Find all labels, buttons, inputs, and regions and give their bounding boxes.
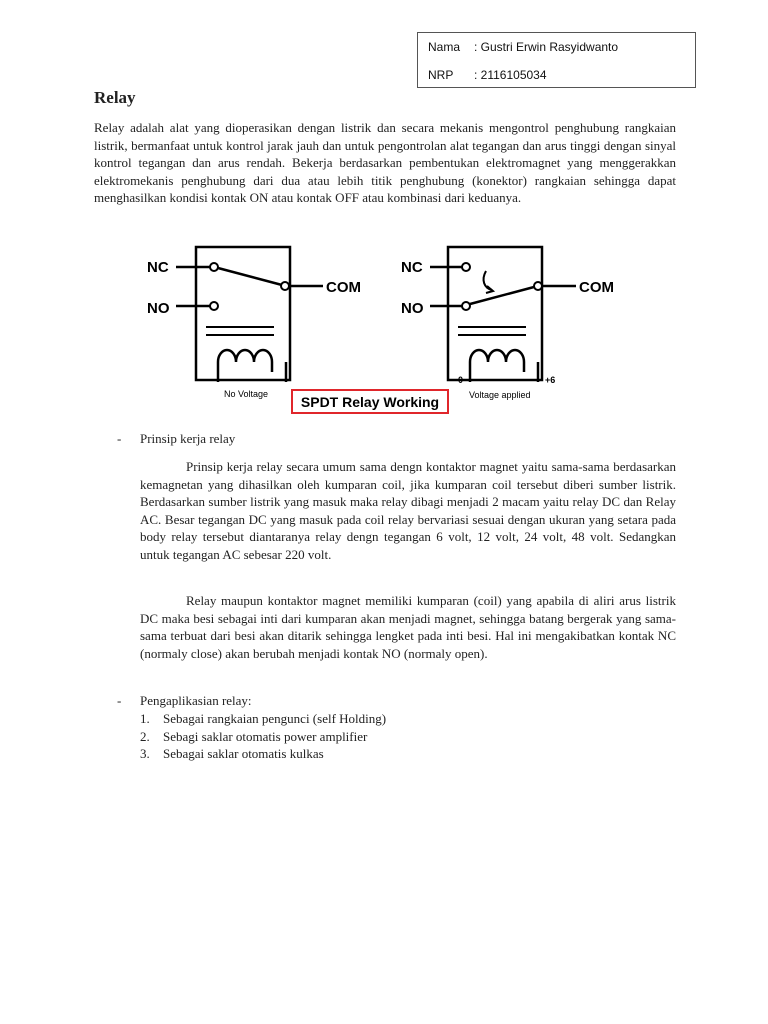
intro-paragraph: Relay adalah alat yang dioperasikan dengan listrik dan secara mekanis mengontrol penghubung rangkaian listrik, bermanfaat untuk kontrol jarak jauh dan untuk pengontrolan alat tegangan dan arus tinggi dengan sinyal kontrol tegangan dan arus rendah. Bekerja berdasarkan pembentukan elektromagnet yang menggerakkan elektromekanis penghubung dari dua atau lebih titik penghubung (konektor) rangkaian sehingga dapat menghasilkan kondisi kontak ON atau kontak OFF atau kombinasi dari keduanya. (94, 120, 676, 206)
page-title: Relay (94, 88, 136, 107)
name-label: Nama (428, 40, 461, 54)
figure-title: SPDT Relay Working (300, 394, 440, 410)
right-com-label: COM (579, 279, 614, 296)
section-heading-text: Pengaplikasian relay: (140, 693, 252, 708)
application-list (140, 710, 386, 763)
right-caption: Voltage applied (469, 390, 531, 400)
prinsip-paragraph-2: Relay maupun kontaktor magnet memiliki kumparan (coil) yang apabila di aliri arus listrik DC maka besi sebagai inti dari kumparan akan menjadi magnet, sehingga batang bergerak yang sama-sama terbuat dari besi akan ditarik sehingga lengket pada inti besi. Hal ini mengakibatkan kontak NC (normaly close) akan berubah menjadi kontak NO (normaly open). (140, 593, 676, 661)
right-plus-label: +6 (545, 375, 556, 385)
spdt-relay-figure (138, 240, 614, 420)
identity-box (417, 32, 696, 88)
nrp-label: NRP (428, 68, 454, 82)
right-nc-label: NC (401, 259, 423, 276)
left-switch-arm (218, 268, 282, 285)
name-row (428, 40, 618, 54)
left-com-label: COM (326, 279, 361, 296)
list-item: 2. Sebagi saklar otomatis power amplifier (140, 728, 368, 744)
right-no-label: NO (401, 300, 424, 317)
right-switch-arm (470, 287, 534, 304)
right-coil (470, 350, 524, 372)
right-zero-label: 0 (458, 375, 464, 385)
left-caption: No Voltage (224, 389, 269, 399)
list-item: 1. Sebagai rangkaian pengunci (self Holding) (140, 711, 387, 726)
nrp-value: : 2116105034 (474, 68, 547, 82)
section-heading-text: Prinsip kerja relay (140, 431, 236, 446)
bullet-dash: - (117, 693, 122, 708)
left-no-label: NO (147, 300, 170, 317)
left-nc-label: NC (147, 259, 169, 276)
nrp-row (428, 68, 547, 82)
list-item: 3. Sebagai saklar otomatis kulkas (140, 746, 324, 761)
left-coil (218, 350, 272, 372)
prinsip-paragraph-1: Prinsip kerja relay secara umum sama dengn kontaktor magnet yaitu sama-sama berdasarkan kemagnetan yang dihasilkan oleh kumparan coil, jika kumparan coil tersebut diberi sumber listrik. Berdasarkan sumber listrik yang masuk maka relay dibagi menjadi 2 macam yaitu relay DC dan Relay AC. Besar tegangan DC yang masuk pada coil relay bervariasi sesuai dengan ukuran yang setara pada body relay tersebut diantaranya relay dengn tegangan 6 volt, 12 volt, 24 volt, 48 volt. Sedangkan untuk tegangan AC sebesar 220 volt. (140, 459, 676, 562)
name-value: : Gustri Erwin Rasyidwanto (474, 40, 619, 54)
bullet-dash: - (117, 431, 122, 446)
